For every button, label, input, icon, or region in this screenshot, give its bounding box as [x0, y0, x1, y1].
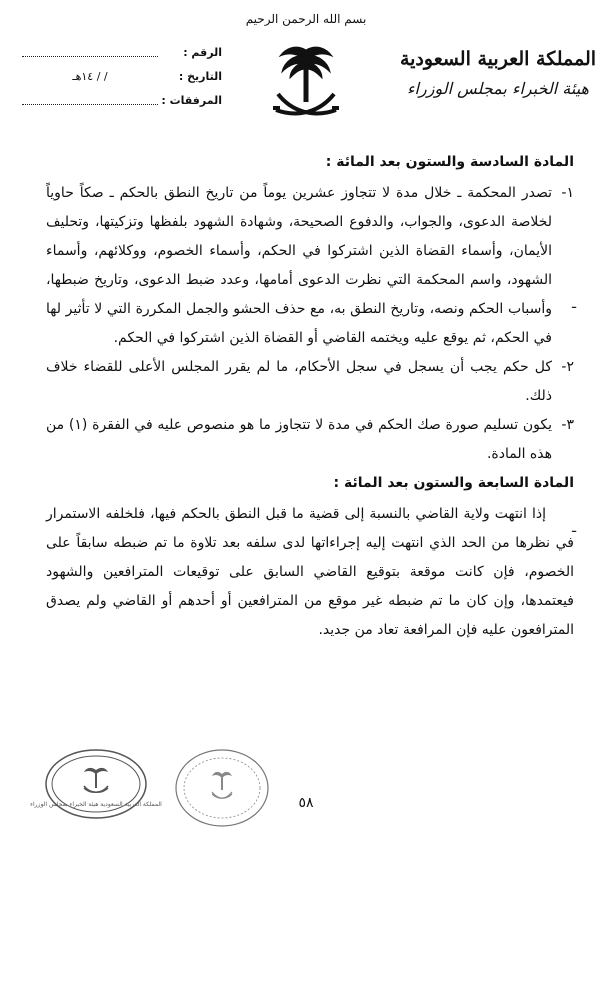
clause-text: كل حكم يجب أن يسجل في سجل الأحكام، ما لم يقرر المجلس الأعلى للقضاء خلاف ذلك. — [46, 359, 552, 404]
palm-swords-emblem-icon — [270, 42, 342, 126]
clause-number: ٣- — [561, 417, 574, 433]
date-label: التاريخ : — [178, 70, 222, 83]
article-166-clause-3 — [46, 411, 574, 469]
clause-number: ١- — [561, 185, 574, 201]
clause-text: تصدر المحكمة ـ خلال مدة لا تتجاوز عشرين يوماً من تاريخ النطق بالحكم ـ صكاً حاوياً لخلاصة الدعوى، والجواب، والدفوع الصحيحة، وشهادة الشهود بلفظها وتزكيتها، وتحليف الأيمان، وأسماء القضاة الذين اشتركوا في الحكم، وأسماء الخصوم، ووكلائهم، وأسماء الشهود، واسم المحكمة التي نظرت الدعوى أمامها، وعدد ضبط الدعوى، وتاريخ ضبطها، وأسباب الحكم ونصه، وتاريخ النطق به، مع حذف الحشو والجمل المكررة التي لا تأثير لها في الحكم، ثم يوقع عليه ويختمه القاضي أو القضاة الذين اشتركوا في الحكم. — [46, 185, 552, 346]
reference-fields — [22, 42, 222, 114]
document-body — [46, 148, 577, 645]
article-166-clause-1 — [46, 179, 577, 353]
reference-number-row — [22, 42, 222, 66]
article-167-paragraph: إذا انتهت ولاية القاضي بالنسبة إلى قضية ما قبل النطق بالحكم فيها، فلخلفه الاستمرار في نظرها من الحد الذي انتهت إليه إجراءاتها لدى سلفه بعد تلاوة ما تم ضبطه سابقاً على الخصوم، فإن كانت موقعة بتوقيع القاضي السابق على توقيعات المترافعين والشهود فيعتمدها، وإن كان ما تم ضبطه غير موقع من المترافعين أو أحدهم أو القاضي ولم يصدق المترافعون عليه فإن المرافعة تعاد من جديد. — [46, 506, 574, 638]
kingdom-title: المملكة العربية السعودية — [399, 48, 597, 70]
attachments-label: المرفقات : — [161, 94, 222, 107]
bismillah: بسم الله الرحمن الرحيم — [245, 12, 367, 26]
reference-number-line — [22, 56, 158, 57]
margin-mark: ـ — [572, 296, 577, 312]
clause-number: ٢- — [561, 359, 574, 375]
article-167-heading: المادة السابعة والستون بعد المائة : — [333, 475, 574, 491]
attachments-line — [22, 104, 158, 105]
attachments-row — [22, 90, 222, 114]
article-166-heading: المادة السادسة والستون بعد المائة : — [325, 154, 574, 170]
seal-text: المملكة العربية السعودية هيئة الخبراء بمجلس الوزراء — [30, 801, 162, 808]
margin-mark: ـ — [572, 520, 577, 536]
authority-title: هيئة الخبراء بمجلس الوزراء — [407, 79, 589, 98]
page-number: ٥٨ — [298, 795, 314, 811]
date-row — [22, 66, 222, 90]
stamp-seal-icon — [174, 748, 270, 828]
article-166-clause-2 — [46, 353, 574, 411]
clause-text: يكون تسليم صورة صك الحكم في مدة لا تتجاوز ما هو منصوص عليه في الفقرة (١) من هذه المادة. — [46, 417, 552, 462]
date-value: / / ١٤هـ — [72, 70, 108, 83]
official-seal-icon — [30, 748, 162, 820]
reference-number-label: الرقم : — [183, 46, 222, 59]
